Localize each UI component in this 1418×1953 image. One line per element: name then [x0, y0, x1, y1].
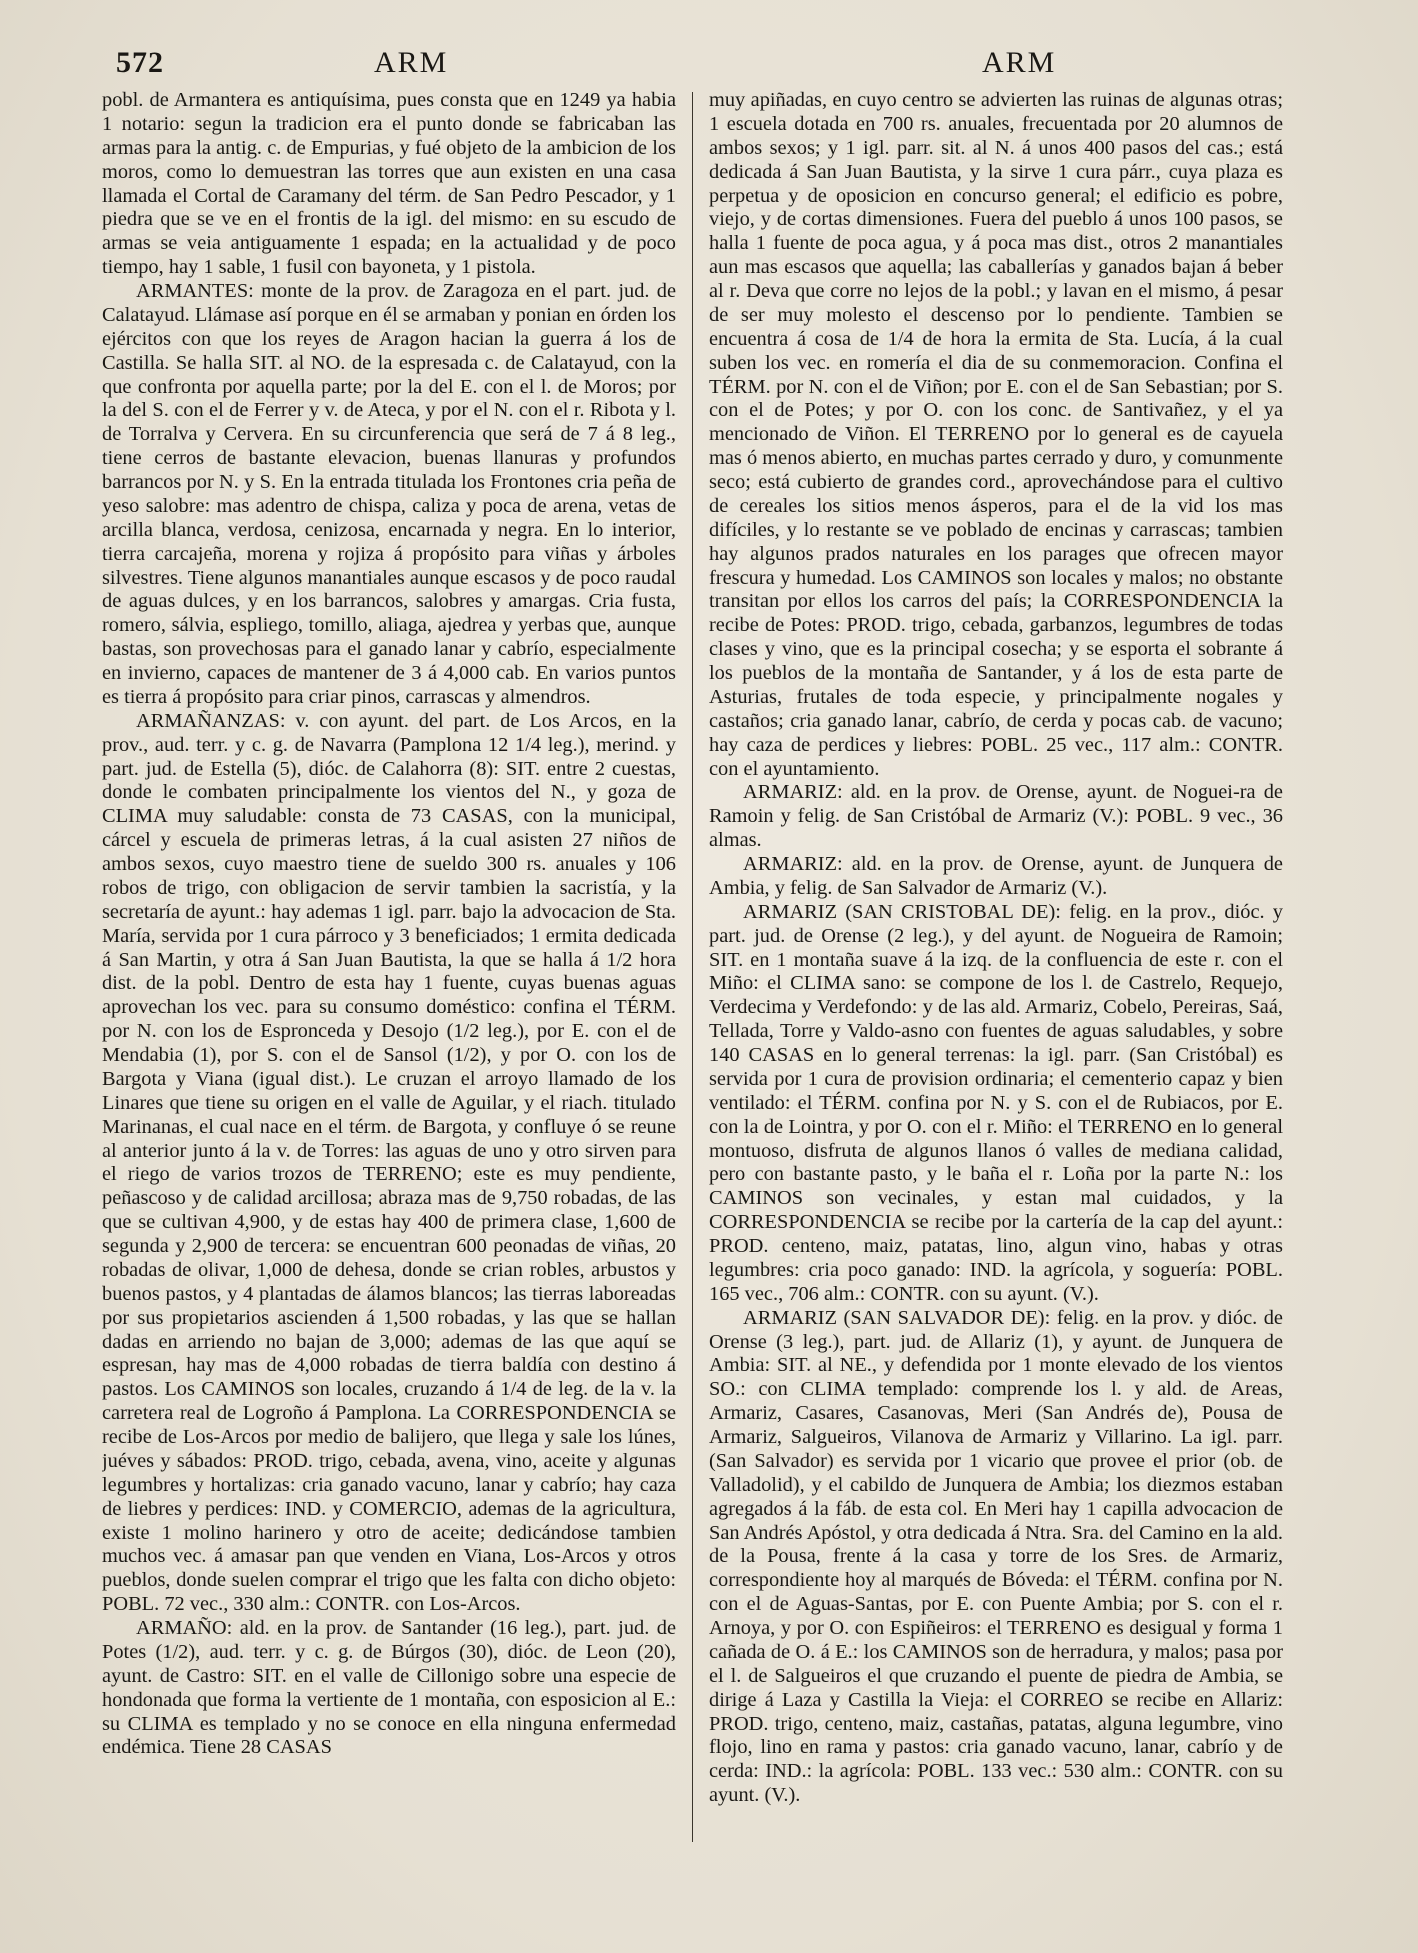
entry-headword: ARMAÑO:: [136, 1617, 233, 1639]
entry-text: ald. en la prov. de Orense, ayunt. de Junquera de Ambia, y felig. de San Salvador de Armariz (V.).: [709, 853, 1283, 899]
entry-armariz-2: [709, 853, 1283, 901]
entry-headword: ARMARIZ:: [743, 781, 843, 804]
entry-armariz-san-cristobal: [709, 901, 1283, 1307]
entry-text: monte de la prov. de Zaragoza en el part. jud. de Calatayud. Llámase así porque en él se armaban y ponian en órden los ejércitos con que los reyes de Aragon hacian la guerra á los de Castilla. Se halla SIT. al NO. de la espresada c. de Calatayud, con la que confronta por aquella parte; por la del E. con el l. de Moros; por la del S. con el de Ferrer y v. de Ateca, y por el N. con el r. Ribota y l. de Torralva y Cervera. En su circunferencia que será de 7 á 8 leg., tiene cerros de bastante elevacion, buenas llanuras y profundos barrancos por N. y S. En la entrada titulada los Frontones cria peña de yeso salobre: mas adentro de chispa, caliza y poca de arena, vetas de arcilla blanca, verdosa, cenizosa, encarnada y negra. En lo interior, tierra carcajeña, morena y rojiza á propósito para viñas y árboles silvestres. Tiene algunos manantiales aunque escasos y de poco raudal de aguas dulces, y en los barrancos, salobres y amargas. Cria fusta, romero, sálvia, espliego, tomillo, aliaga, ajedrea y yerbas que, aunque bastas, son provechosas para el ganado lanar y cabrío, especialmente en invierno, capaces de mantener de 3 á 4,000 cab. En varios puntos es tierra á propósito para criar pinos, carrascas y almendros.: [102, 280, 676, 708]
entry-headword: ARMARIZ:: [743, 853, 843, 875]
entry-text: felig. en la prov., dióc. y part. jud. de Orense (2 leg.), y del ayunt. de Nogueira de Ramoin; SIT. en 1 montaña suave á la izq. de la confluencia de este r. con el Miño: el CLIMA sano: se compone de los l. de Castrelo, Requejo, Verdecima y Verdefondo: y de las ald. Armariz, Cobelo, Pereiras, Saá, Tellada, Torre y Valdo-asno con fuentes de aguas saludables, y sobre 140 CASAS en lo general terrenas: la igl. parr. (San Cristóbal) es servida por 1 cura de provision ordinaria; el cementerio capaz y bien ventilado: el TÉRM. confina por N. y S. con el de Rubiacos, por E. con la de Lointra, y por O. con el r. Miño: el TERRENO en lo general montuoso, disfruta de algunos llanos ó valles de mediana calidad, pero con bastante pasto, y le baña el r. Loña por la parte N.: los CAMINOS son vecinales, y estan mal cuidados, y la CORRESPONDENCIA se recibe por la cartería de la cap del ayunt.: PROD. centeno, maiz, patatas, lino, algun vino, habas y otras legumbres: cria poco ganado: IND. la agrícola, y soguería: POBL. 165 vec., 706 alm.: CONTR. con su ayunt. (V.).: [709, 900, 1283, 1305]
entry-text: v. con ayunt. del part. de Los Arcos, en la prov., aud. terr. y c. g. de Navarra (Pamplona 12 1/4 leg.), merind. y part. jud. de Estella (5), dióc. de Calahorra (8): SIT. entre 2 cuestas, donde le combaten principalmente los vientos del N., y goza de CLIMA muy saludable: consta de 73 CASAS, con la municipal, cárcel y escuela de primeras letras, á la cual asisten 27 niños de ambos sexos, cuyo maestro tiene de sueldo 300 rs. anuales y 106 robos de trigo, con obligacion de servir tambien la sacristía, y la secretaría de ayunt.: hay ademas 1 igl. parr. bajo la advocacion de Sta. María, servida por 1 cura párroco y 3 beneficiados; 1 ermita dedicada á San Martin, y otra á San Juan Bautista, la que se halla á 1/2 hora dist. de la pobl. Dentro de esta hay 1 fuente, cuyas buenas aguas aprovechan los vec. para su consumo doméstico: confina el TÉRM. por N. con los de Espronceda y Desojo (1/2 leg.), por E. con el de Mendabia (1), por S. con el de Sansol (1/2), y por O. con los de Bargota y Viana (igual dist.). Le cruzan el arroyo llamado de los Linares que tiene su origen en el valle de Aguilar, y el riach. titulado Marinanas, el cual nace en el térm. de Bargota, y confluye ó se reune al anterior junto á la v. de Torres: las aguas de uno y otro sirven para el riego de varios trozos de TERRENO; este es muy pendiente, peñascoso y de calidad arcillosa; abraza mas de 9,750 robadas, de las que se cultivan 4,900, y de estas hay 400 de primera clase, 1,600 de segunda y 2,900 de tercera: se encuentran 600 peonadas de viñas, 20 robadas de olivar, 1,000 de dehesa, donde se crian robles, arbustos y buenos pastos, y 4 plantadas de álamos blancos; las tierras laboreadas por sus propietarios ascienden á 1,500 robadas, y las que se hallan dadas en arriendo no bajan de 3,000; ademas de las que aquí se espresan, hay mas de 4,000 robadas de tierra baldía con destino á pastos. Los CAMINOS son locales, cruzando á 1/4 de leg. de la v. la carretera real de Logroño á Pamplona. La CORRESPONDENCIA se recibe de Los-Arcos por medio de balijero, que llega y sale los lúnes, juéves y sábados: PROD. trigo, cebada, avena, vino, aceite y algunas legumbres y hortalizas: cria ganado vacuno, lanar y cabrío; hay caza de liebres y perdices: IND. y COMERCIO, ademas de la agricultura, existe 1 molino harinero y otro de aceite; dedicándose tambien muchos vec. á amasar pan que venden en Viana, Los-Arcos y otros pueblos, donde suelen comprar el trigo que les falta con dicho objeto: POBL. 72 vec., 330 alm.: CONTR. con Los-Arcos.: [102, 709, 676, 1616]
entry-text: muy apiñadas, en cuyo centro se advierten las ruinas de algunas otras; 1 escuela dotada en 700 rs. anuales, frecuentada por 20 alumnos de ambos sexos; y 1 igl. parr. sit. al N. á unos 400 pasos del cas.; está dedicada á San Juan Bautista, y la sirve 1 cura párr., cuya plaza es perpetua y de oposicion en concurso general; el edificio es pobre, viejo, y de cortas dimensiones. Fuera del pueblo á unos 100 pasos, se halla 1 fuente de poca agua, y á poca mas dist., otros 2 manantiales aun mas escasos que aquella; las caballerías y ganados bajan á beber al r. Deva que corre no lejos de la pobl.; y lavan en el mismo, á pesar de ser muy molesto el descenso por lo pendiente. Tambien se encuentra á cosa de 1/4 de hora la ermita de Sta. Lucía, á la cual suben los vec. en romería el dia de su conmemoracion. Confina el TÉRM. por N. con el de Viñon; por E. con el de San Sebastian; por S. con el de Potes; y por O. con los conc. de Santivañez, y el ya mencionado de Viñon. El TERRENO por lo general es de cayuela mas ó menos abierto, en muchas partes cerrado y duro, y comunmente seco; está cubierto de grandes cord., aprovechándose para el cultivo de cereales los sitios menos ásperos, para el de la vid los mas difíciles, y lo restante se ve poblado de encinas y carrascas; tambien hay algunos prados naturales en los parages que ofrecen mayor frescura y humedad. Los CAMINOS son locales y malos; no obstante transitan por ellos los carros del país; la CORRESPONDENCIA la recibe de Potes: PROD. trigo, cebada, garbanzos, legumbres de todas clases y vino, que es la principal cosecha; y se esporta el sobrante á los pueblos de la montaña de Santander, y á los de esta parte de Asturias, frutales de toda especie, y principalmente nogales y castaños; cria ganado lanar, cabrío, de cerda y pocas cab. de vacuno; hay caza de perdices y liebres: POBL. 25 vec., 117 alm.: CONTR. con el ayuntamiento.: [709, 89, 1283, 780]
left-column: [102, 89, 676, 1849]
entry-continuation: [102, 89, 676, 280]
entry-armano: [102, 1617, 676, 1760]
page-header: [112, 46, 1322, 86]
entry-headword: ARMANTES:: [136, 280, 254, 302]
entry-armantes: [102, 280, 676, 710]
column-divider: [692, 92, 693, 1842]
entry-armariz-1: [709, 781, 1283, 853]
entry-headword: ARMARIZ (SAN CRISTOBAL DE):: [743, 900, 1061, 923]
entry-text: pobl. de Armantera es antiquísima, pues consta que en 1249 ya habia 1 notario: segun la tradicion era el punto donde se fabricaban las armas para la antig. c. de Empurias, y fué objeto de la ambicion de los moros, como lo demuestran las torres que aun existen en una casa llamada el Cortal de Caramany del térm. de San Pedro Pescador, y 1 piedra que se ve en el frontis de la igl. del mismo: en su escudo de armas se veia antiguamente 1 espada; en la actualidad y de poco tiempo, hay 1 sable, 1 fusil con bayoneta, y 1 pistola.: [102, 89, 676, 279]
entry-text: ald. en la prov. de Santander (16 leg.), part. jud. de Potes (1/2), aud. terr. y c. g. de Búrgos (30), dióc. de Leon (20), ayunt. de Castro: SIT. en el valle de Cillonigo sobre una especie de hondonada que forma la vertiente de 1 montaña, con esposicion al E.: su CLIMA es templado y no se conoce en ella ninguna enfermedad endémica. Tiene 28 CASAS: [102, 1617, 676, 1759]
entry-headword: ARMARIZ (SAN SALVADOR DE):: [743, 1306, 1051, 1329]
running-head-right: ARM: [982, 46, 1057, 79]
running-head-left: ARM: [374, 46, 449, 79]
entry-armananzas: [102, 710, 676, 1617]
entry-continuation: [709, 89, 1283, 781]
entry-text: ald. en la prov. de Orense, ayunt. de Noguei-ra de Ramoin y felig. de San Cristóbal de Armariz (V.): POBL. 9 vec., 36 almas.: [709, 781, 1283, 852]
entry-headword: ARMAÑANZAS:: [136, 709, 286, 732]
page-number: 572: [116, 46, 164, 79]
right-column: [709, 89, 1283, 1849]
entry-text: felig. en la prov. y dióc. de Orense (3 leg.), part. jud. de Allariz (1), y ayunt. de Junquera de Ambia: SIT. al NE., y defendida por 1 monte elevado de los vientos SO.: con CLIMA templado: comprende los l. y ald. de Areas, Armariz, Casares, Casanovas, Meri (San Andrés de), Pousa de Armariz, Salgueiros, Vilanova de Armariz y Villarino. La igl. parr. (San Salvador) es servida por 1 vicario que provee el prior (ob. de Valladolid), y el cabildo de Junquera de Ambia; los diezmos estaban agregados á la fáb. de esta col. En Meri hay 1 capilla advocacion de San Andrés Apóstol, y otra dedicada á Ntra. Sra. del Camino en la ald. de la Pousa, frente á la casa y torre de los Sres. de Armariz, correspondiente hoy al marqués de Bóveda: el TÉRM. confina por N. con el de Aguas-Santas, por E. con Puente Ambia; por S. con el r. Arnoya, y por O. con Espiñeiros: el TERRENO es desigual y forma 1 cañada de O. á E.: los CAMINOS son de herradura, y malos; pasa por el l. de Salgueiros el que cruzando el puente de piedra de Ambia, se dirige á Laza y Castilla la Vieja: el CORREO se recibe en Allariz: PROD. trigo, centeno, maiz, castañas, patatas, alguna legumbre, vino flojo, lino en rama y pastos: cria ganado vacuno, lanar, cabrío y de cerda: IND.: la agrícola: POBL. 133 vec.: 530 alm.: CONTR. con su ayunt. (V.).: [709, 1306, 1283, 1807]
entry-armariz-san-salvador: [709, 1307, 1283, 1808]
